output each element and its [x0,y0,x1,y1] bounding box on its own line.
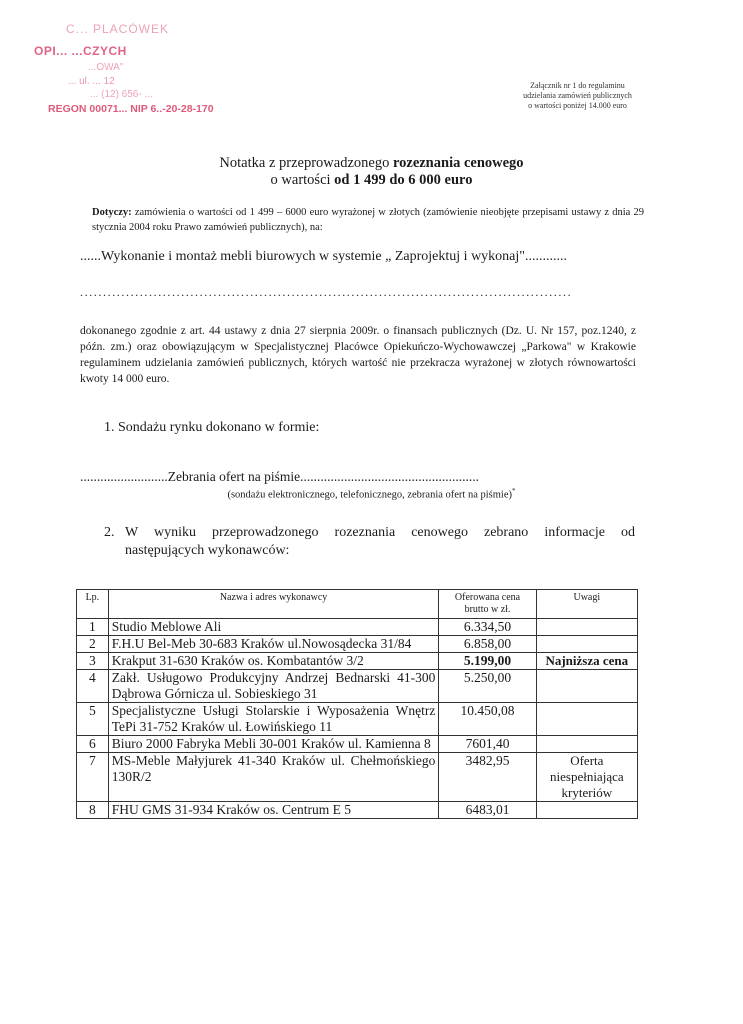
row-price: 6.334,50 [439,619,536,636]
row-price: 6.858,00 [439,636,536,653]
row-remarks [536,670,637,703]
section-2-line-2: następujących wykonawców: [125,543,290,558]
row-price: 5.250,00 [439,670,536,703]
header-price [439,590,536,619]
stamp-line-regon: REGON 00071... NIP 6..-20-28-170 [48,103,214,115]
document-title [0,155,743,189]
annex-note [505,81,650,111]
stamp-line-1: C... PLACÓWEK [66,22,170,36]
row-lp: 7 [77,753,109,802]
title-line-2-bold: od 1 499 do 6 000 euro [334,172,473,188]
header-price-line-2: brutto w zł. [464,604,511,615]
title-line-1-bold: rozeznania cenowego [392,155,524,171]
table-row [77,636,638,653]
concerns-label: Dotyczy: [92,207,132,218]
header-contractor: Nazwa i adres wykonawcy [108,590,439,619]
row-remarks [536,736,637,753]
title-line-1 [0,155,743,172]
row-contractor: F.H.U Bel-Meb 30-683 Kraków ul.Nowosądecka 31/84 [108,636,439,653]
row-price: 5.199,00 [439,653,536,670]
stamp-line-3: ...OWA" [88,62,124,73]
survey-form-hint-text: (sondażu elektronicznego, telefonicznego, zebrania ofert na piśmie) [227,489,513,501]
row-price: 10.450,08 [439,703,536,736]
table-row [77,619,638,636]
row-lp: 3 [77,653,109,670]
annex-line-2: udzielania zamówień publicznych [523,91,632,100]
stamp-line-5: ... (12) 656- ... [90,89,153,100]
title-line-1-prefix: Notatka z przeprowadzonego [219,155,393,171]
row-remarks: Najniższa cena [536,653,637,670]
title-line-2 [0,172,743,189]
row-contractor: Biuro 2000 Fabryka Mebli 30-001 Kraków ul. Kamienna 8 [108,736,439,753]
row-remarks [536,636,637,653]
dotted-line: ........................................................................................................... [80,285,573,299]
section-2-number: 2. [104,525,115,540]
row-price: 3482,95 [439,753,536,802]
row-remarks: Oferta niespełniająca kryteriów [536,753,637,802]
table-row [77,670,638,703]
header-lp: Lp. [77,590,109,619]
row-contractor: Zakł. Usługowo Produkcyjny Andrzej Bednarski 41-300 Dąbrowa Górnicza ul. Sobieskiego 31 [108,670,439,703]
row-contractor: FHU GMS 31-934 Kraków os. Centrum E 5 [108,802,439,819]
row-lp: 6 [77,736,109,753]
row-remarks [536,703,637,736]
table-row [77,753,638,802]
section-2-line-1: W wyniku przeprowadzonego rozeznania cenowego zebrano informacje od [125,525,635,540]
row-contractor: Studio Meblowe Ali [108,619,439,636]
stamp-line-2: OPI... ...CZYCH [34,44,127,58]
row-price: 6483,01 [439,802,536,819]
row-remarks [536,802,637,819]
row-lp: 1 [77,619,109,636]
row-lp: 5 [77,703,109,736]
table-row [77,736,638,753]
row-price: 7601,40 [439,736,536,753]
legal-basis-paragraph: dokonanego zgodnie z art. 44 ustawy z dnia 27 sierpnia 2009r. o finansach publicznych (Dz. U. Nr 157, poz.1240, z późn. zm.) oraz obowiązującym w Specjalistycznej Placówce Opiekuńczo-Wychowawczej „Parkowa" w Krakowie regulaminem udzielania zamówień publicznych, których wartość nie przekracza wyrażonej w złotych równowartości kwoty 14 000 euro. [80,325,636,385]
order-subject: ......Wykonanie i montaż mebli biurowych w systemie „ Zaprojektuj i wykonaj"............ [80,249,567,264]
section-1-heading: 1. Sondażu rynku dokonano w formie: [104,420,320,435]
footnote-mark: * [512,487,516,495]
stamp-line-4: ... ul. ... 12 [68,76,115,87]
title-line-2-prefix: o wartości [270,172,335,188]
header-remarks: Uwagi [536,590,637,619]
survey-form-hint [0,487,743,501]
table-row-lowest [77,653,638,670]
table-row [77,703,638,736]
row-lp: 4 [77,670,109,703]
concerns-paragraph [92,205,644,235]
row-contractor: MS-Meble Małyjurek 41-340 Kraków ul. Chełmońskiego 130R/2 [108,753,439,802]
table-header-row [77,590,638,619]
annex-line-1: Załącznik nr 1 do regulaminu [530,81,625,90]
row-lp: 8 [77,802,109,819]
annex-line-3: o wartości poniżej 14.000 euro [528,101,627,110]
row-contractor: Krakput 31-630 Kraków os. Kombatantów 3/2 [108,653,439,670]
survey-form-value: ..........................Zebrania ofert na piśmie..................................................... [80,469,479,484]
institution-stamp [28,10,258,120]
row-remarks [536,619,637,636]
header-price-line-1: Oferowana cena [454,592,521,603]
row-contractor: Specjalistyczne Usługi Stolarskie i Wyposażenia Wnętrz TePi 31-752 Kraków ul. Łowińskiego 11 [108,703,439,736]
concerns-text: zamówienia o wartości od 1 499 – 6000 euro wyrażonej w złotych (zamówienie nieobjęte przepisami ustawy z dnia 29 stycznia 2004 roku Prawo zamówień publicznych), na: [92,207,644,233]
offers-table [76,589,638,819]
table-row [77,802,638,819]
row-lp: 2 [77,636,109,653]
